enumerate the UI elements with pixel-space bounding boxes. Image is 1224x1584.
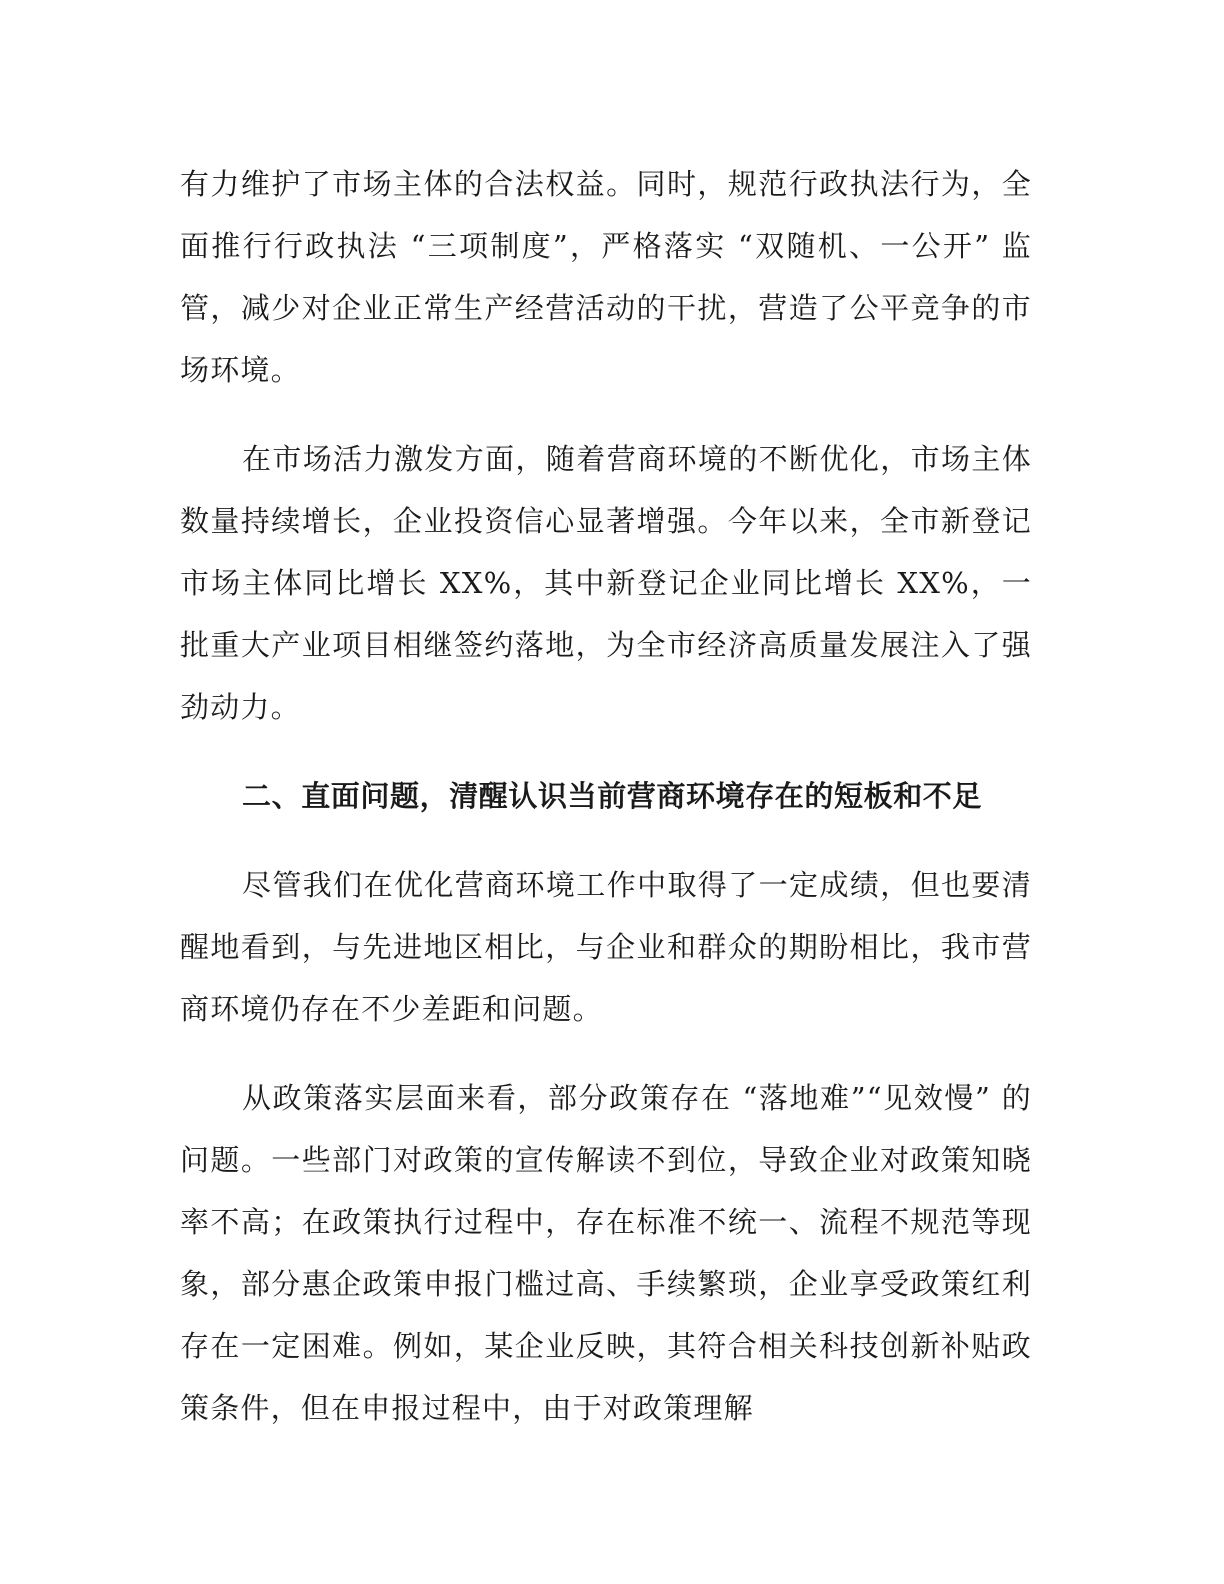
paragraph-policy-implementation: 从政策落实层面来看，部分政策存在 “落地难”“见效慢” 的问题。一些部门对政策的宣传解读不到位，导致企业对政策知晓率不高；在政策执行过程中，存在标准不统一、流程不规范等现象，部分惠企政策申报门槛过高、手续繁琐，企业享受政策红利存在一定困难。例如，某企业反映，其符合相关科技创新补贴政策条件，但在申报过程中，由于对政策理解 bbox=[180, 1081, 1032, 1425]
section-heading: 二、直面问题，清醒认识当前营商环境存在的短板和不足 bbox=[242, 779, 983, 813]
paragraph-problems-intro: 尽管我们在优化营商环境工作中取得了一定成绩，但也要清醒地看到，与先进地区相比，与企业和群众的期盼相比，我市营商环境仍存在不少差距和问题。 bbox=[180, 868, 1032, 1026]
paragraph-market-vitality: 在市场活力激发方面，随着营商环境的不断优化，市场主体数量持续增长，企业投资信心显著增强。今年以来，全市新登记市场主体同比增长 XX%，其中新登记企业同比增长 XX%，一批重大产业项目相继签约落地，为全市经济高质量发展注入了强劲动力。 bbox=[180, 442, 1032, 724]
paragraph-continued: 有力维护了市场主体的合法权益。同时，规范行政执法行为，全面推行行政执法 “三项制度”，严格落实 “双随机、一公开” 监管，减少对企业正常生产经营活动的干扰，营造了公平竞争的市场环境。 bbox=[180, 167, 1032, 387]
document-page bbox=[180, 153, 1032, 1466]
